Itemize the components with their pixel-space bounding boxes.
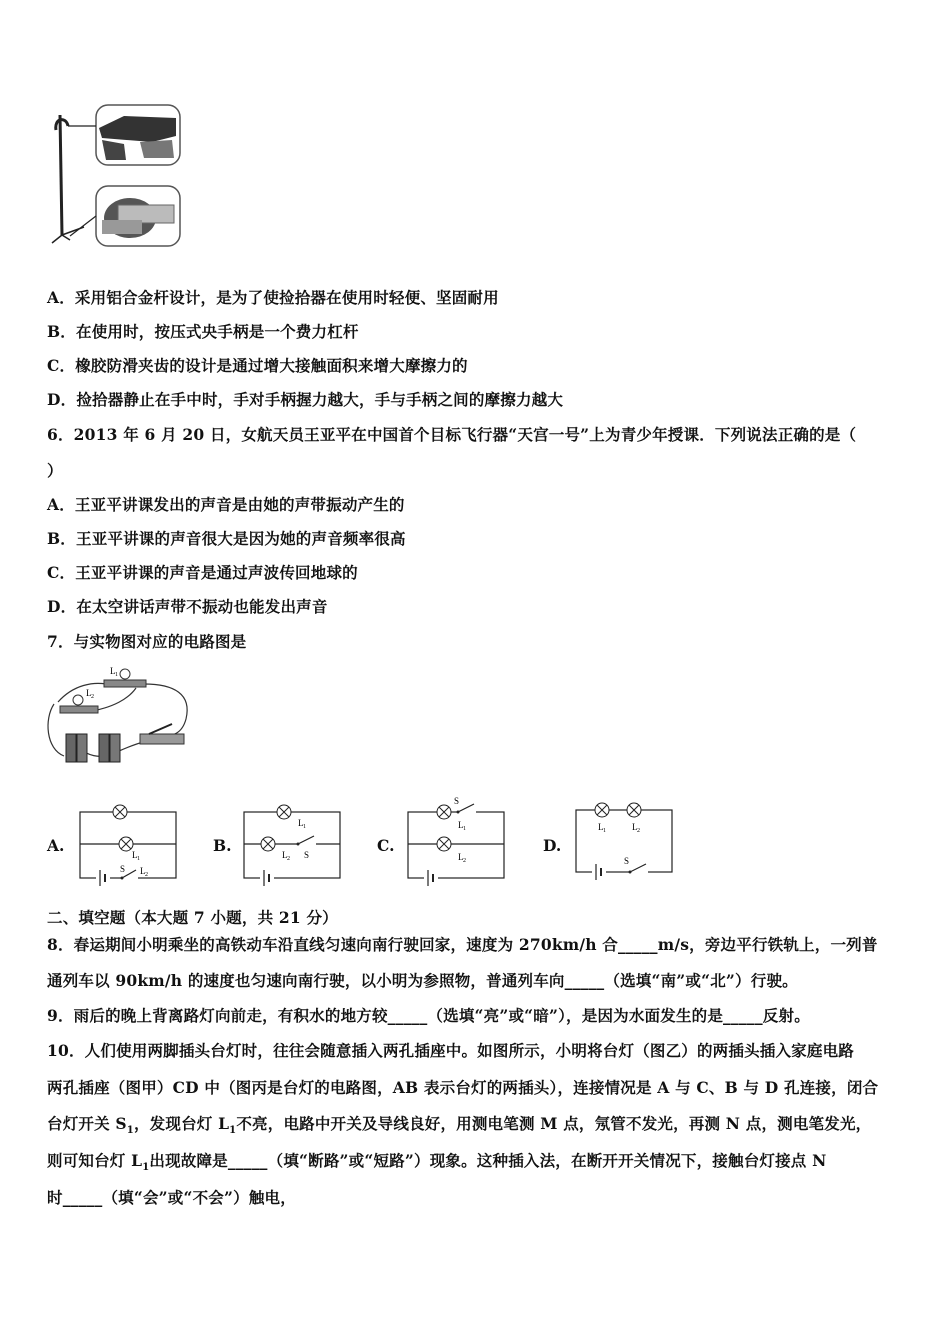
q9-line1: 9．雨后的晚上背离路灯向前走，有积水的地方较_____（选填“亮”或“暗”），是因为水面发生的是_____反射。 xyxy=(47,1006,810,1025)
physical-circuit-figure xyxy=(44,664,199,772)
circuit-option-c[interactable] xyxy=(400,794,512,886)
q10-line5: 时_____（填“会”或“不会”）触电， xyxy=(47,1188,296,1207)
q7-choice-b-label: B. xyxy=(213,836,232,855)
svg-text:2: 2 xyxy=(287,856,290,862)
q6-stem-line1: 6．2013 年 6 月 20 日，女航天员王亚平在中国首个目标飞行器“天宫一号”上为青少年授课．下列说法正确的是（ xyxy=(47,425,857,444)
q6-stem-line2: ） xyxy=(47,461,63,480)
lamp-icon xyxy=(277,805,291,819)
circuit-option-b[interactable] xyxy=(236,796,348,886)
photo-label-l1: L xyxy=(110,666,116,676)
svg-text:2: 2 xyxy=(637,828,640,834)
svg-text:L: L xyxy=(458,852,464,862)
svg-text:1: 1 xyxy=(137,856,140,862)
q6-option-c: C．王亚平讲课的声音是通过声波传回地球的 xyxy=(47,563,358,582)
q6-option-a: A．王亚平讲课发出的声音是由她的声带振动产生的 xyxy=(47,495,405,514)
q10-line3 xyxy=(47,1112,871,1136)
q10-line2: 两孔插座（图甲）CD 中（图丙是台灯的电路图，AB 表示台灯的两插头），连接情况是 A 与 C、B 与 D 孔连接，闭合 xyxy=(47,1078,879,1097)
svg-text:L: L xyxy=(298,818,304,828)
svg-text:2: 2 xyxy=(463,858,466,864)
q5-option-b: B．在使用时，按压式央手柄是一个费力杠杆 xyxy=(47,322,359,341)
grabber-tool-figure xyxy=(44,100,189,250)
lamp-icon xyxy=(437,837,451,851)
svg-text:L: L xyxy=(282,850,288,860)
q7-choice-c-label: C. xyxy=(377,836,395,855)
svg-text:L: L xyxy=(132,850,138,860)
q10-line3-part-a: 台灯开关 S xyxy=(47,1114,127,1133)
q10-sub-l1: 1 xyxy=(229,1125,237,1137)
lamp-icon xyxy=(627,803,641,817)
svg-text:1: 1 xyxy=(603,828,606,834)
section-2-title: 二、填空题（本大题 7 小题，共 21 分） xyxy=(47,908,338,927)
svg-text:L: L xyxy=(598,822,604,832)
q6-option-d: D．在太空讲话声带不振动也能发出声音 xyxy=(47,597,328,616)
q5-option-d: D．捡拾器静止在手中时，手对手柄握力越大，手与手柄之间的摩擦力越大 xyxy=(47,390,564,409)
q10-line4-part-b: 出现故障是_____（填“断路”或“短路”）现象。这种插入法，在断开开关情况下，接触台灯接点 N xyxy=(149,1151,827,1170)
q8-line2: 通列车以 90km/h 的速度也匀速向南行驶，以小明为参照物，普通列车向_____（选填“南”或“北”）行驶。 xyxy=(47,971,798,990)
svg-text:S: S xyxy=(304,850,310,860)
q5-option-c: C．橡胶防滑夹齿的设计是通过增大接触面积来增大摩擦力的 xyxy=(47,356,468,375)
q7-choice-d-label: D. xyxy=(543,836,562,855)
svg-text:2: 2 xyxy=(91,694,94,700)
svg-text:S: S xyxy=(120,864,126,874)
q10-sub-s1: 1 xyxy=(126,1125,134,1137)
q10-line1: 10．人们使用两脚插头台灯时，往往会随意插入两孔插座中。如图所示，小明将台灯（图乙）的两插头插入家庭电路 xyxy=(47,1041,854,1060)
svg-text:S: S xyxy=(624,856,630,866)
lamp-icon xyxy=(119,837,133,851)
svg-text:2: 2 xyxy=(145,872,148,878)
q10-line3-part-c: 不亮，电路中开关及导线良好，用测电笔测 M 点，氖管不发光，再测 N 点，测电笔发光， xyxy=(236,1114,872,1133)
svg-text:1: 1 xyxy=(115,672,118,678)
q8-line1: 8．春运期间小明乘坐的高铁动车沿直线匀速向南行驶回家，速度为 270km/h 合_____m/s，旁边平行铁轨上，一列普 xyxy=(47,935,878,954)
svg-text:S: S xyxy=(454,796,460,806)
svg-text:1: 1 xyxy=(303,824,306,830)
q7-stem: 7．与实物图对应的电路图是 xyxy=(47,632,247,651)
lamp-icon xyxy=(595,803,609,817)
q10-line4-part-a: 则可知台灯 L xyxy=(47,1151,143,1170)
q10-line3-part-b: ，发现台灯 L xyxy=(133,1114,230,1133)
circuit-option-d[interactable] xyxy=(568,796,680,886)
q5-option-a: A．采用铝合金杆设计，是为了使捡拾器在使用时轻便、坚固耐用 xyxy=(47,288,499,307)
q7-choice-a-label: A. xyxy=(47,836,65,855)
circuit-option-a[interactable] xyxy=(72,796,184,886)
q6-option-b: B．王亚平讲课的声音很大是因为她的声音频率很高 xyxy=(47,529,406,548)
svg-text:L: L xyxy=(632,822,638,832)
svg-text:L: L xyxy=(458,820,464,830)
lamp-icon xyxy=(261,837,275,851)
q10-line4 xyxy=(47,1149,826,1173)
q10-sub-l1b: 1 xyxy=(142,1162,150,1174)
lamp-icon xyxy=(113,805,127,819)
photo-label-l2: L xyxy=(86,688,92,698)
lamp-icon xyxy=(437,805,451,819)
svg-text:L: L xyxy=(140,866,146,876)
svg-text:1: 1 xyxy=(463,826,466,832)
